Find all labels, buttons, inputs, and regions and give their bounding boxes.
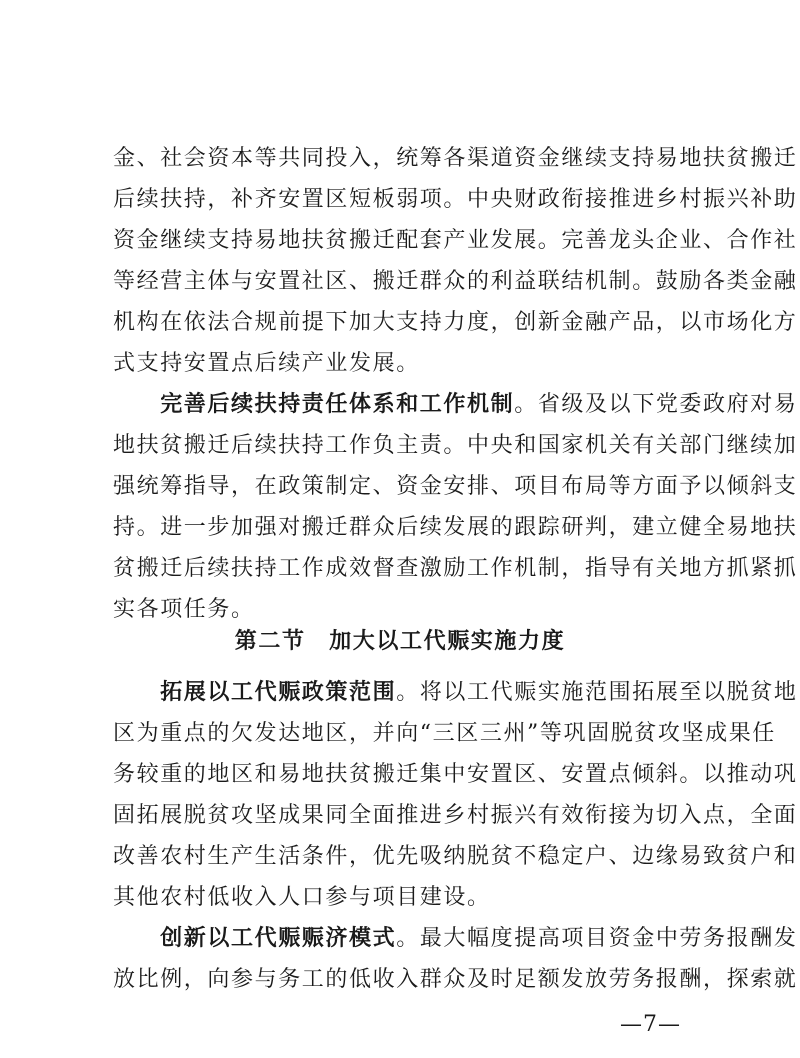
paragraph bbox=[113, 138, 798, 384]
text-line bbox=[113, 959, 798, 1000]
paragraph-lead-bold: 创新以工代赈赈济模式 bbox=[160, 925, 397, 951]
text-segment: 改善农村生产生活条件，优先吸纳脱贫不稳定户、边缘易致贫户和 bbox=[113, 844, 798, 869]
body-text-lower bbox=[113, 672, 798, 1000]
text-line bbox=[113, 466, 798, 507]
text-line bbox=[113, 425, 798, 466]
text-segment: 。将以工代赈实施范围拓展至以脱贫地 bbox=[396, 680, 798, 705]
text-line bbox=[113, 220, 798, 261]
text-segment: 。省级及以下党委政府对易 bbox=[514, 392, 798, 417]
text-line bbox=[113, 918, 798, 959]
text-segment: 。最大幅度提高项目资金中劳务报酬发 bbox=[396, 926, 798, 951]
page-number: —7— bbox=[620, 1012, 681, 1037]
text-line bbox=[113, 302, 798, 343]
text-segment: 地扶贫搬迁后续扶持工作负主责。中央和国家机关有关部门继续加 bbox=[113, 433, 798, 458]
body-text-upper bbox=[113, 138, 798, 630]
paragraph bbox=[113, 672, 798, 918]
section-heading: 第二节 加大以工代赈实施力度 bbox=[234, 628, 566, 654]
text-line bbox=[113, 261, 798, 302]
text-segment: 式支持安置点后续产业发展。 bbox=[113, 351, 420, 376]
text-segment: 等经营主体与安置社区、搬迁群众的利益联结机制。鼓励各类金融 bbox=[113, 269, 798, 294]
text-line bbox=[113, 343, 695, 384]
text-segment: 固拓展脱贫攻坚成果同全面推进乡村振兴有效衔接为切入点，全面 bbox=[113, 803, 798, 828]
text-segment: 持。进一步加强对搬迁群众后续发展的跟踪研判，建立健全易地扶 bbox=[113, 515, 798, 540]
text-line bbox=[113, 672, 798, 713]
paragraph-lead-bold: 拓展以工代赈政策范围 bbox=[160, 679, 397, 705]
text-segment: 其他农村低收入人口参与项目建设。 bbox=[113, 885, 491, 910]
text-line bbox=[113, 548, 798, 589]
text-segment: 贫搬迁后续扶持工作成效督查激励工作机制，指导有关地方抓紧抓 bbox=[113, 556, 798, 581]
text-segment: 强统筹指导，在政策制定、资金安排、项目布局等方面予以倾斜支 bbox=[113, 474, 798, 499]
paragraph bbox=[113, 918, 798, 1000]
text-line bbox=[113, 138, 798, 179]
text-line bbox=[113, 179, 798, 220]
text-line bbox=[113, 795, 798, 836]
text-segment: 金、社会资本等共同投入，统筹各渠道资金继续支持易地扶贫搬迁 bbox=[113, 146, 798, 171]
text-line bbox=[113, 877, 695, 918]
text-line bbox=[113, 507, 798, 548]
paragraph-lead-bold: 完善后续扶持责任体系和工作机制 bbox=[160, 391, 515, 417]
text-line bbox=[113, 384, 798, 425]
text-line bbox=[113, 836, 798, 877]
text-segment: 放比例，向参与务工的低收入群众及时足额发放劳务报酬，探索就 bbox=[113, 967, 798, 992]
text-line bbox=[113, 713, 776, 754]
text-segment: 机构在依法合规前提下加大支持力度，创新金融产品，以市场化方 bbox=[113, 310, 798, 335]
text-segment: 资金继续支持易地扶贫搬迁配套产业发展。完善龙头企业、合作社 bbox=[113, 228, 798, 253]
text-segment bbox=[113, 392, 160, 417]
text-segment: 务较重的地区和易地扶贫搬迁集中安置区、安置点倾斜。以推动巩 bbox=[113, 762, 798, 787]
text-segment bbox=[113, 680, 160, 705]
paragraph bbox=[113, 384, 798, 630]
text-line bbox=[113, 754, 798, 795]
text-segment: 实各项任务。 bbox=[113, 597, 255, 622]
text-segment: 后续扶持，补齐安置区短板弱项。中央财政衔接推进乡村振兴补助 bbox=[113, 187, 798, 212]
text-segment: 区为重点的欠发达地区，并向“三区三州”等巩固脱贫攻坚成果任 bbox=[113, 721, 776, 746]
text-segment bbox=[113, 926, 160, 951]
